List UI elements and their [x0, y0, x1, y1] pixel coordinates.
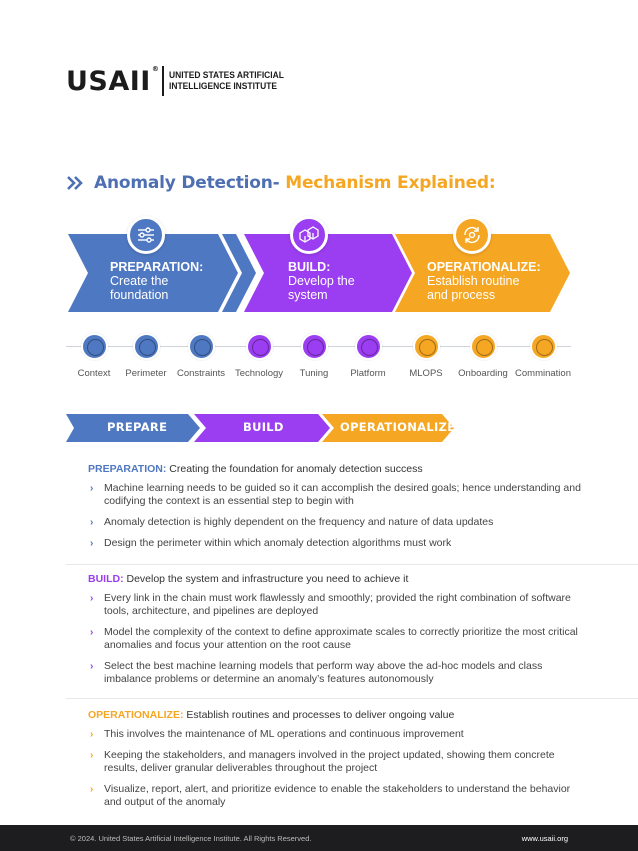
- list-item: › This involves the maintenance of ML operations and continuous improvement: [90, 728, 464, 740]
- timeline-label: Constraints: [176, 368, 226, 379]
- chevron-right-icon: ›: [90, 750, 94, 761]
- list-item: › Keeping the stakeholders, and managers involved in the project updated, showing them concrete results, deliver granular deliverables throughout the project: [90, 749, 555, 774]
- bullet-list: [88, 482, 588, 550]
- section-operationalize: [88, 709, 588, 817]
- phase-operationalize-text: OPERATIONALIZE: Establish routine and process: [427, 260, 541, 302]
- chevron-right-icon: ›: [90, 627, 94, 638]
- timeline-label: Technology: [234, 368, 284, 379]
- chevron-right-icon: ›: [90, 517, 94, 528]
- phase-build-text: BUILD: Develop the system: [288, 260, 355, 302]
- timeline-dot: [246, 333, 273, 360]
- list-item: › Every link in the chain must work flawlessly and smoothly; provided the right combination of software tools, architecture, and pipelines are deployed: [90, 592, 571, 617]
- section-divider: [66, 564, 638, 565]
- mini-label-operationalize: OPERATIONALIZE: [340, 420, 456, 434]
- mini-label-prepare: PREPARE: [107, 420, 168, 434]
- timeline-dot: [301, 333, 328, 360]
- timeline-dot: [81, 333, 108, 360]
- bullet-list: [88, 592, 588, 686]
- section-preparation: [88, 463, 588, 558]
- list-item: › Visualize, report, alert, and prioritize evidence to enable the stakeholders to understand the behavior and output of the anomaly: [90, 783, 571, 808]
- timeline-dot: [355, 333, 382, 360]
- timeline-dot: [530, 333, 557, 360]
- build-icon-circle: [290, 216, 328, 254]
- timeline-label: Onboarding: [458, 368, 508, 379]
- logo-divider: [162, 66, 164, 96]
- logo-mark: USAII®: [66, 64, 160, 97]
- mini-label-build: BUILD: [243, 420, 284, 434]
- list-item: › Anomaly detection is highly dependent on the frequency and nature of data updates: [90, 516, 494, 528]
- chevron-right-icon: ›: [90, 483, 94, 494]
- timeline-dot: [133, 333, 160, 360]
- bullet-list: [88, 728, 588, 809]
- preparation-icon-circle: [127, 216, 165, 254]
- chevron-right-icon: ›: [90, 661, 94, 672]
- list-item: › Model the complexity of the context to define approximate scales to correctly prioritize the most critical anomalies and focus your attention on the root cause: [90, 626, 578, 651]
- timeline-dot: [413, 333, 440, 360]
- website-link[interactable]: www.usaii.org: [521, 834, 568, 843]
- page-title: Anomaly Detection- Mechanism Explained:: [94, 173, 496, 193]
- logo-text: UNITED STATES ARTIFICIAL INTELLIGENCE INSTITUTE: [168, 70, 284, 91]
- list-item: › Machine learning needs to be guided so it can accomplish the desired goals; hence understanding and codifying the context is an essential step to begin with: [90, 482, 581, 507]
- cubes-icon: [298, 225, 320, 245]
- timeline-dot: [188, 333, 215, 360]
- usaii-logo: [66, 66, 294, 96]
- timeline-label: Tuning: [299, 368, 329, 379]
- footer: [0, 825, 638, 851]
- timeline-dot: [470, 333, 497, 360]
- cycle-gear-icon: [461, 224, 483, 246]
- phase-preparation-text: PREPARATION: Create the foundation: [110, 260, 204, 302]
- sliders-icon: [136, 225, 156, 245]
- timeline-label: Commination: [515, 368, 571, 379]
- list-item: › Design the perimeter within which anomaly detection algorithms must work: [90, 537, 452, 549]
- chevron-right-icon: ›: [90, 593, 94, 604]
- timeline-label: Platform: [350, 368, 386, 379]
- double-chevron-icon: [66, 172, 88, 194]
- section-heading: PREPARATION: Creating the foundation for anomaly detection success: [88, 463, 423, 475]
- chevron-right-icon: ›: [90, 784, 94, 795]
- chevron-right-icon: ›: [90, 729, 94, 740]
- timeline-label: Context: [77, 368, 111, 379]
- section-build: [88, 573, 588, 694]
- section-heading: OPERATIONALIZE: Establish routines and processes to deliver ongoing value: [88, 709, 455, 721]
- timeline-label: MLOPS: [409, 368, 443, 379]
- list-item: › Select the best machine learning models that perform way above the ad-hoc models and class imbalance problems or determine an anomaly’s features autonomously: [90, 660, 543, 685]
- chevron-right-icon: ›: [90, 538, 94, 549]
- timeline-label: Perimeter: [125, 368, 167, 379]
- operationalize-icon-circle: [453, 216, 491, 254]
- copyright-text: © 2024. United States Artificial Intelligence Institute. All Rights Reserved.: [70, 834, 312, 843]
- page-title-row: [66, 172, 496, 194]
- section-heading: BUILD: Develop the system and infrastructure you need to achieve it: [88, 573, 409, 585]
- section-divider: [66, 698, 638, 699]
